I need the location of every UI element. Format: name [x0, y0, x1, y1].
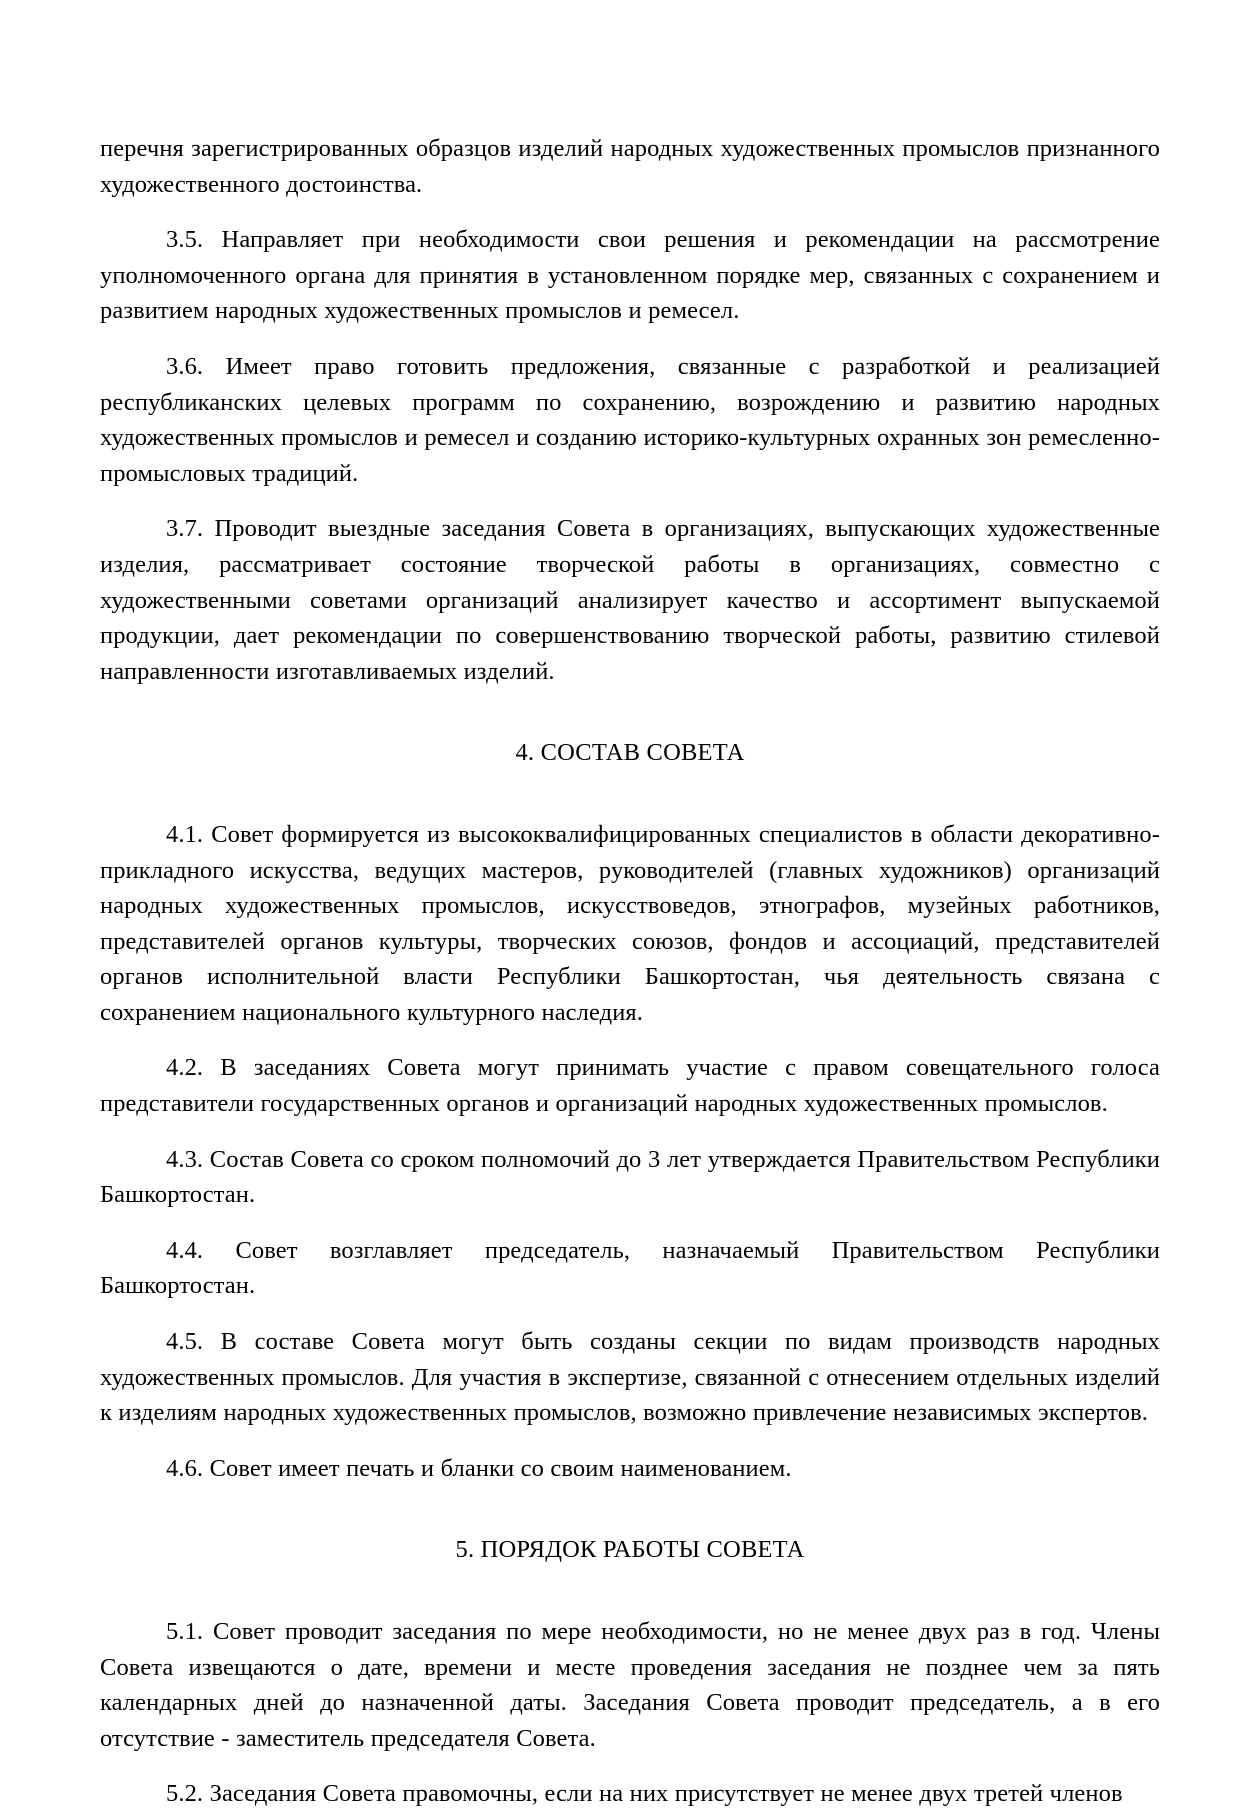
clause-4-6: 4.6. Совет имеет печать и бланки со своим наименованием. — [166, 1454, 792, 1482]
clause-4-4: 4.4. Совет возглавляет председатель, назначаемый Правительством Республики Башкортостан. — [100, 1236, 1160, 1300]
clause-4-2: 4.2. В заседаниях Совета могут принимать участие с правом совещательного голоса представители государственных органов и организаций народных художественных промыслов. — [100, 1054, 1160, 1118]
paragraph-continued: перечня зарегистрированных образцов изделий народных художественных промыслов признанного художественного достоинства. — [100, 135, 1160, 198]
document-body — [100, 131, 1160, 1812]
clause-4-5: 4.5. В составе Совета могут быть созданы секции по видам производств народных художественных промыслов. Для участия в экспертизе, связанной с отнесением отдельных изделий к изделиям народных художественных промыслов, возможно привлечение независимых экспертов. — [100, 1328, 1160, 1427]
clause-3-5: 3.5. Направляет при необходимости свои решения и рекомендации на рассмотрение уполномоченного органа для принятия в установленном порядке мер, связанных с сохранением и развитием народных художественных промыслов и ремесел. — [100, 226, 1160, 325]
section-heading-5: 5. ПОРЯДОК РАБОТЫ СОВЕТА — [455, 1536, 805, 1564]
clause-3-6: 3.6. Имеет право готовить предложения, связанные с разработкой и реализацией республиканских целевых программ по сохранению, возрождению и развитию народных художественных промыслов и ремесел и созданию историко-культурных охранных зон ремесленно-промысловых традиций. — [100, 352, 1160, 487]
clause-4-1: 4.1. Совет формируется из высококвалифицированных специалистов в области декоративно-прикладного искусства, ведущих мастеров, руководителей (главных художников) организаций народных художественных промыслов, искусствоведов, этнографов, музейных работников, представителей органов культуры, творческих союзов, фондов и ассоциаций, представителей органов исполнительной власти Республики Башкортостан, чья деятельность связана с сохранением национального культурного наследия. — [100, 820, 1160, 1026]
section-heading-4: 4. СОСТАВ СОВЕТА — [515, 739, 745, 767]
clause-4-3: 4.3. Состав Совета со сроком полномочий до 3 лет утверждается Правительством Республики Башкортостан. — [100, 1145, 1160, 1209]
clause-5-1: 5.1. Совет проводит заседания по мере необходимости, но не менее двух раз в год. Члены Совета извещаются о дате, времени и месте проведения заседания не позднее чем за пять календарных дней до назначенной даты. Заседания Совета проводит председатель, а в его отсутствие - заместитель председателя Совета. — [100, 1618, 1160, 1752]
clause-3-7: 3.7. Проводит выездные заседания Совета в организациях, выпускающих художественные изделия, рассматривает состояние творческой работы в организациях, совместно с художественными советами организаций анализирует качество и ассортимент выпускаемой продукции, дает рекомендации по совершенствованию творческой работы, развитию стилевой направленности изготавливаемых изделий. — [100, 515, 1160, 685]
clause-5-2: 5.2. Заседания Совета правомочны, если на них присутствует не менее двух третей членов — [166, 1780, 1123, 1808]
